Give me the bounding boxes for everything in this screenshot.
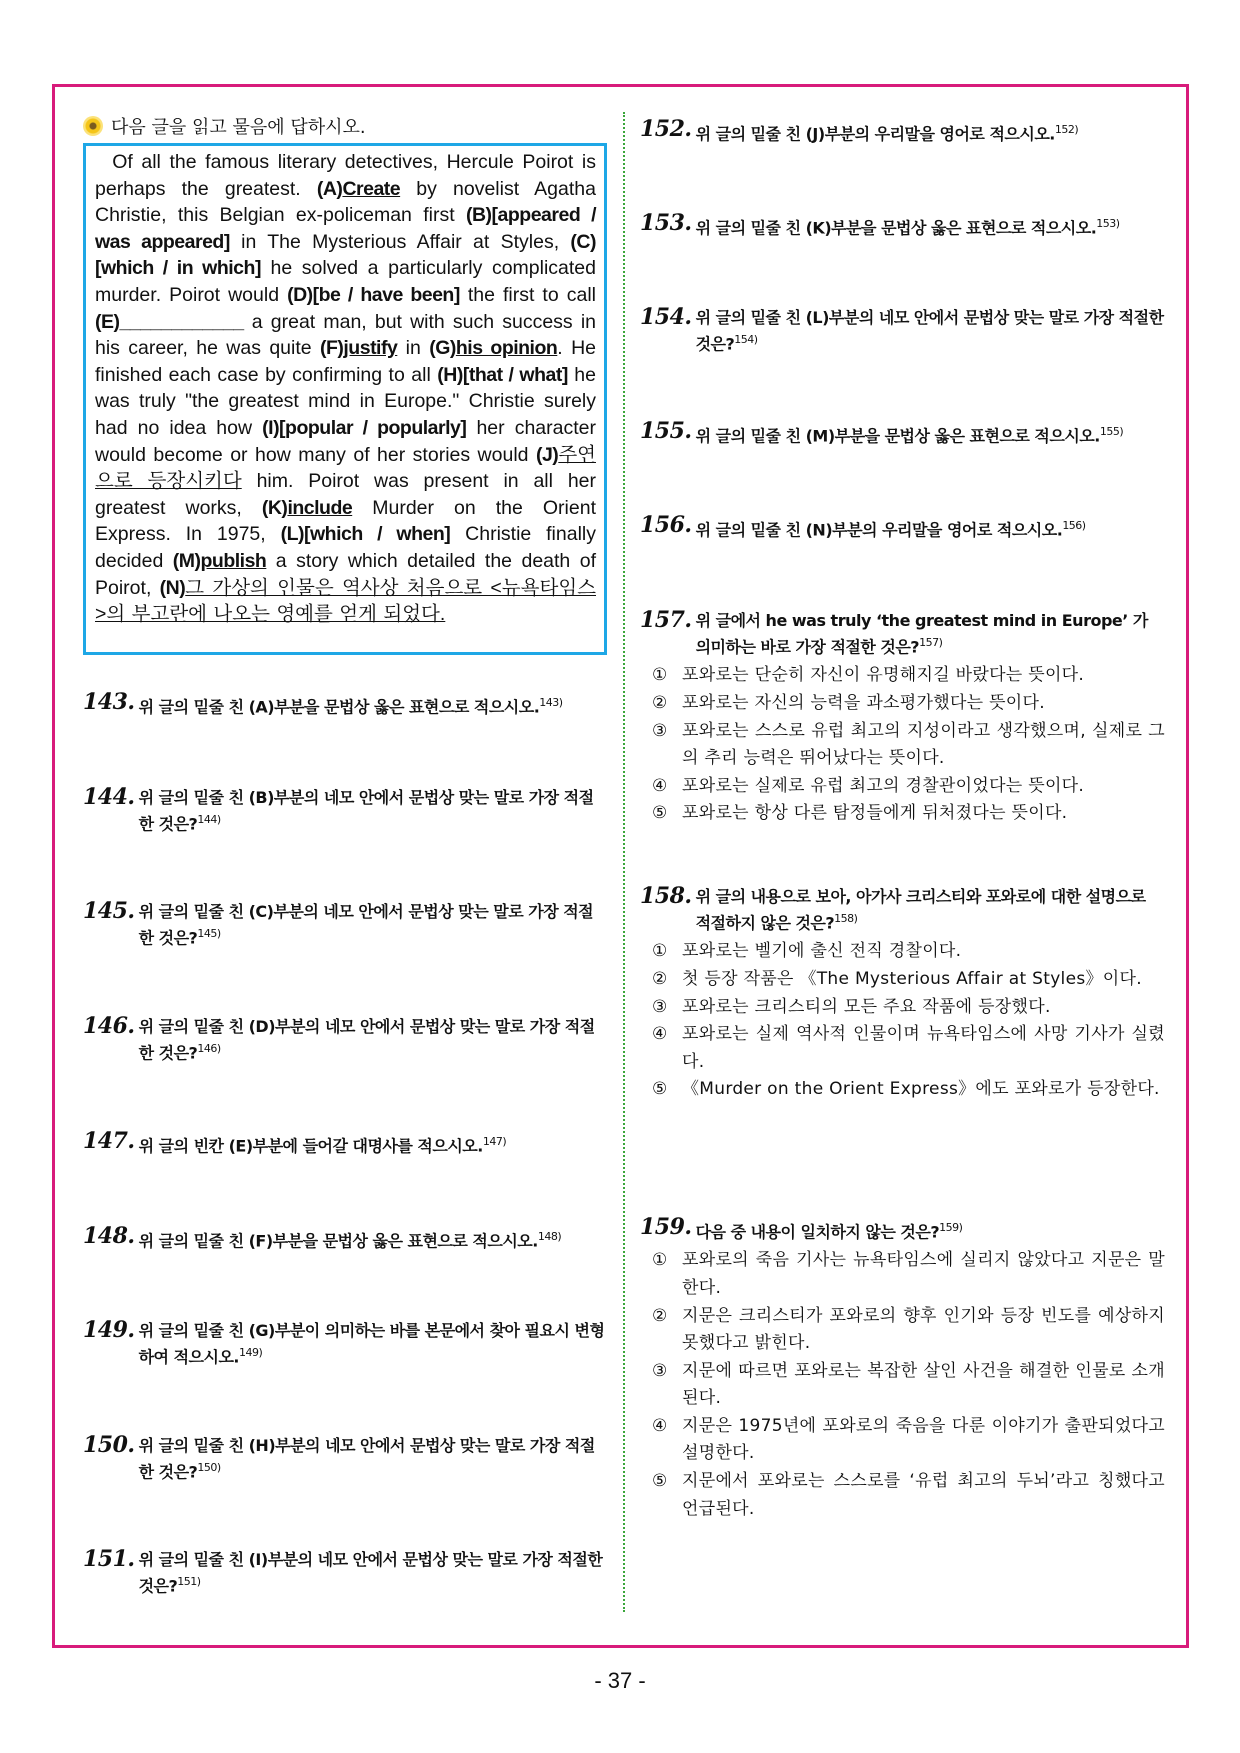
footnote-ref: 146) [197,1042,221,1055]
question-number: 152. [640,116,692,142]
question-prompt: 위 글의 밑줄 친 (J)부분의 우리말을 영어로 적으시오. [695,124,1055,144]
question-header [640,117,1165,145]
option-text: 포와로는 스스로 유럽 최고의 지성이라고 생각했으며, 실제로 그의 추리 능력은 뛰어났다는 뜻이다. [682,720,1165,769]
passage-segment: a great man, but with such success in his career, he was quite [95,310,596,360]
passage-segment: (E)____________ [95,310,244,333]
question-prompt: 위 글의 밑줄 친 (H)부분의 네모 안에서 문법상 맞는 말로 가장 적절한 것은? [138,1436,595,1482]
question-text [139,1433,607,1483]
footnote-ref: 148) [537,1230,562,1243]
passage-segment: (I)[popular / popularly] [262,416,467,439]
passage-segment: . He finished each case by confirming to all [95,337,596,386]
passage-segment: her character would become or how many of her stories would [95,416,596,466]
passage-segment: Create [342,177,401,200]
option-number: ② [652,692,668,713]
passage-segment: (F) [319,337,344,360]
question-prompt: 다음 중 내용이 일치하지 않는 것은? [695,1222,940,1242]
footnote-ref: 152) [1054,123,1079,136]
option-text: 포와로는 실제로 유럽 최고의 경찰관이었다는 뜻이다. [682,775,1085,796]
option-3 [652,718,1165,773]
question-prompt: 위 글의 밑줄 친 (M)부분을 문법상 옳은 표현으로 적으시오. [695,426,1100,446]
question-157 [640,608,1165,828]
footnote-ref: 150) [197,1461,221,1474]
option-number: ③ [652,720,668,741]
option-number: ③ [652,996,668,1017]
question-prompt: 위 글의 밑줄 친 (K)부분을 문법상 옳은 표현으로 적으시오. [695,218,1097,238]
option-1 [652,662,1165,690]
option-number: ⑤ [652,1471,668,1492]
passage-segment: justify [343,337,398,360]
passage-segment: (G) [429,337,456,360]
question-header [83,1547,607,1597]
option-number: ① [652,1250,668,1271]
option-number: ② [652,968,668,989]
question-155 [640,419,1165,447]
option-number: ① [652,665,668,686]
question-text [696,211,1120,239]
option-number: ③ [652,1360,668,1381]
question-prompt: 위 글의 밑줄 친 (N)부분의 우리말을 영어로 적으시오. [695,520,1063,540]
option-text: 포와로는 자신의 능력을 과소평가했다는 뜻이다. [682,692,1045,713]
question-header [83,1433,607,1483]
question-number: 156. [640,512,692,538]
option-text: 포와로는 벨기에 출신 전직 경찰이다. [682,941,962,962]
question-144 [83,785,607,835]
footnote-ref: 145) [197,927,221,940]
question-text [696,305,1165,355]
option-number: ⑤ [652,803,668,824]
option-text: 포와로의 죽음 기사는 뉴욕타임스에 실리지 않았다고 지문은 말한다. [682,1250,1165,1298]
question-prompt: 위 글의 빈칸 (E)부분에 들어갈 대명사를 적으시오. [138,1136,483,1156]
question-prompt: 위 글의 밑줄 친 (I)부분의 네모 안에서 문법상 맞는 말로 가장 적절한 것은? [138,1550,603,1596]
question-number: 159. [640,1214,692,1240]
question-number: 151. [83,1546,135,1572]
option-text: 지문에서 포와로는 스스로를 ‘유럽 최고의 두뇌’라고 칭했다고 언급된다. [682,1471,1165,1519]
question-header [83,1129,607,1157]
question-146 [83,1014,607,1064]
instruction-text: 다음 글을 읽고 물음에 답하시오. [111,117,366,138]
question-prompt: 위 글의 밑줄 친 (A)부분을 문법상 옳은 표현으로 적으시오. [138,697,540,717]
question-text [139,1224,562,1252]
question-text [696,608,1165,658]
footnote-ref: 153) [1096,217,1120,230]
option-1 [652,938,1165,966]
question-number: 154. [640,304,692,330]
question-number: 157. [640,607,692,633]
option-1 [652,1247,1165,1302]
question-156 [640,513,1165,541]
option-5 [652,1076,1165,1104]
question-header [83,690,607,718]
question-number: 148. [83,1223,135,1249]
question-text [139,1014,607,1064]
option-text: 지문은 크리스티가 포와로의 향후 인기와 등장 빈도를 예상하지 못했다고 밝힌다. [682,1305,1165,1354]
footnote-ref: 157) [919,636,943,649]
question-header [83,1014,607,1064]
question-text [139,899,607,949]
question-number: 144. [83,784,135,810]
option-number: ④ [652,1024,668,1045]
passage-segment: him. Poirot was present in all her greatest works, [95,470,597,519]
question-number: 158. [640,883,692,909]
passage-segment: Murder on the Orient Express. In 1975, [95,496,596,546]
footnote-ref: 149) [238,1346,263,1359]
passage-segment: (L)[which / when] [280,523,451,546]
question-text [139,1318,607,1368]
option-number: ① [652,941,668,962]
question-154 [640,305,1165,355]
option-2 [652,690,1165,718]
question-header [640,884,1165,934]
question-text [696,513,1086,541]
question-prompt: 위 글의 밑줄 친 (F)부분을 문법상 옳은 표현으로 적으시오. [138,1231,538,1251]
question-header [640,419,1165,447]
question-text [696,117,1079,145]
question-prompt: 위 글의 밑줄 친 (C)부분의 네모 안에서 문법상 맞는 말로 가장 적절한 것은? [138,902,594,948]
question-text [139,690,563,718]
option-number: ④ [652,1415,668,1436]
instruction [83,113,366,139]
question-148 [83,1224,607,1252]
question-number: 155. [640,418,692,444]
option-4 [652,1021,1165,1076]
passage-segment: (D)[be / have been] [287,283,460,306]
question-number: 146. [83,1013,135,1039]
passage-segment: he was truly "the greatest mind in Europe." Christie surely had no idea how [95,363,596,439]
passage-segment: (N) [159,576,186,599]
option-5 [652,800,1165,828]
question-number: 153. [640,210,692,236]
passage-segment: (K) [261,496,288,519]
passage-segment: 그 가상의 인물은 역사상 처음으로 <뉴욕타임스>의 부고란에 나오는 영예를 얻게 되었다. [95,576,596,626]
question-number: 149. [83,1317,135,1343]
question-145 [83,899,607,949]
footnote-ref: 156) [1062,519,1086,532]
passage-segment: in The Mysterious Affair at Styles, [229,230,571,253]
question-159 [640,1215,1165,1523]
option-text: 《Murder on the Orient Express》에도 포와로가 등장한다. [682,1079,1160,1100]
passage-segment: include [287,496,353,519]
options-list [640,938,1165,1104]
question-153 [640,211,1165,239]
option-text: 포와로는 실제 역사적 인물이며 뉴욕타임스에 사망 기사가 실렸다. [682,1024,1165,1072]
question-152 [640,117,1165,145]
question-text [139,785,607,835]
option-text: 첫 등장 작품은 《The Mysterious Affair at Styles》이다. [682,968,1142,989]
passage-segment: (B)[appeared / was appeared] [95,204,596,253]
question-prompt: 위 글에서 he was truly ‘the greatest mind in Europe’ 가 의미하는 바로 가장 적절한 것은? [695,611,1148,657]
passage-segment: publish [200,549,267,572]
footnote-ref: 144) [197,813,221,826]
footnote-ref: 143) [539,696,563,709]
question-number: 143. [83,689,135,715]
footnote-ref: 155) [1099,425,1124,438]
question-149 [83,1318,607,1368]
passage-segment: the first to call [459,283,596,306]
footnote-ref: 147) [482,1135,507,1148]
option-2 [652,966,1165,994]
passage-segment: Christie finally decided [95,523,596,572]
passage-segment: (C)[which / in which] [95,230,596,280]
option-4 [652,1413,1165,1468]
flower-icon [83,116,103,136]
passage-segment: he solved a particularly complicated murder. Poirot would [95,257,596,306]
question-158 [640,884,1165,1104]
option-4 [652,773,1165,801]
passage-segment: a story which detailed the death of Poirot, [95,549,596,599]
option-text: 지문은 1975년에 포와로의 죽음을 다룬 이야기가 출판되었다고 설명한다. [682,1415,1165,1464]
passage-segment: in [397,337,430,360]
question-number: 150. [83,1432,135,1458]
option-number: ④ [652,775,668,796]
passage-segment: (J) [535,443,559,466]
question-text [696,1215,963,1243]
option-text: 포와로는 단순히 자신이 유명해지길 바랐다는 뜻이다. [682,665,1085,686]
question-text [696,419,1124,447]
question-header [640,1215,1165,1243]
question-header [640,305,1165,355]
question-prompt: 위 글의 밑줄 친 (L)부분의 네모 안에서 문법상 맞는 말로 가장 적절한 것은? [695,308,1164,354]
option-number: ⑤ [652,1079,668,1100]
footnote-ref: 159) [939,1221,963,1234]
column-divider [623,112,625,1612]
question-prompt: 위 글의 밑줄 친 (G)부분이 의미하는 바를 본문에서 찾아 필요시 변형하여 적으시오. [138,1321,605,1367]
option-2 [652,1303,1165,1358]
options-list [640,1247,1165,1523]
passage-segment: (H)[that / what] [437,363,568,386]
passage-segment: (A) [316,177,343,200]
question-text [139,1547,607,1597]
passage-segment: 주연으로 등장시키다 [95,443,596,493]
passage-segment: his opinion [455,337,558,360]
question-number: 145. [83,898,135,924]
passage-segment: Of all the famous literary detectives, Hercule Poirot is perhaps the greatest. [95,151,596,200]
question-text [139,1129,507,1157]
option-text: 포와로는 항상 다른 탐정들에게 뒤처졌다는 뜻이다. [682,803,1068,824]
option-3 [652,994,1165,1022]
footnote-ref: 158) [834,912,858,925]
question-text [696,884,1165,934]
question-header [83,899,607,949]
page-number: - 37 - [594,1668,646,1693]
question-147 [83,1129,607,1157]
passage-segment: (M) [172,549,201,572]
passage-segment: by novelist Agatha Christie, this Belgian ex-policeman first [95,177,596,227]
question-number: 147. [83,1128,135,1154]
option-text: 포와로는 크리스티의 모든 주요 작품에 등장했다. [682,996,1051,1017]
passage-box [83,143,607,655]
option-text: 지문에 따르면 포와로는 복잡한 살인 사건을 해결한 인물로 소개된다. [682,1360,1165,1409]
question-prompt: 위 글의 밑줄 친 (B)부분의 네모 안에서 문법상 맞는 말로 가장 적절한 것은? [138,788,594,834]
question-143 [83,690,607,718]
question-150 [83,1433,607,1483]
question-header [640,608,1165,658]
question-151 [83,1547,607,1597]
footnote-ref: 151) [177,1575,201,1588]
option-5 [652,1468,1165,1523]
question-header [83,1318,607,1368]
question-header [83,1224,607,1252]
question-header [640,513,1165,541]
options-list [640,662,1165,828]
question-header [83,785,607,835]
option-number: ② [652,1305,668,1326]
footnote-ref: 154) [734,333,758,346]
question-header [640,211,1165,239]
question-prompt: 위 글의 밑줄 친 (D)부분의 네모 안에서 문법상 맞는 말로 가장 적절한 것은? [138,1017,595,1063]
option-3 [652,1358,1165,1413]
question-prompt: 위 글의 내용으로 보아, 아가사 크리스티와 포와로에 대한 설명으로 적절하지 않은 것은? [695,887,1146,933]
